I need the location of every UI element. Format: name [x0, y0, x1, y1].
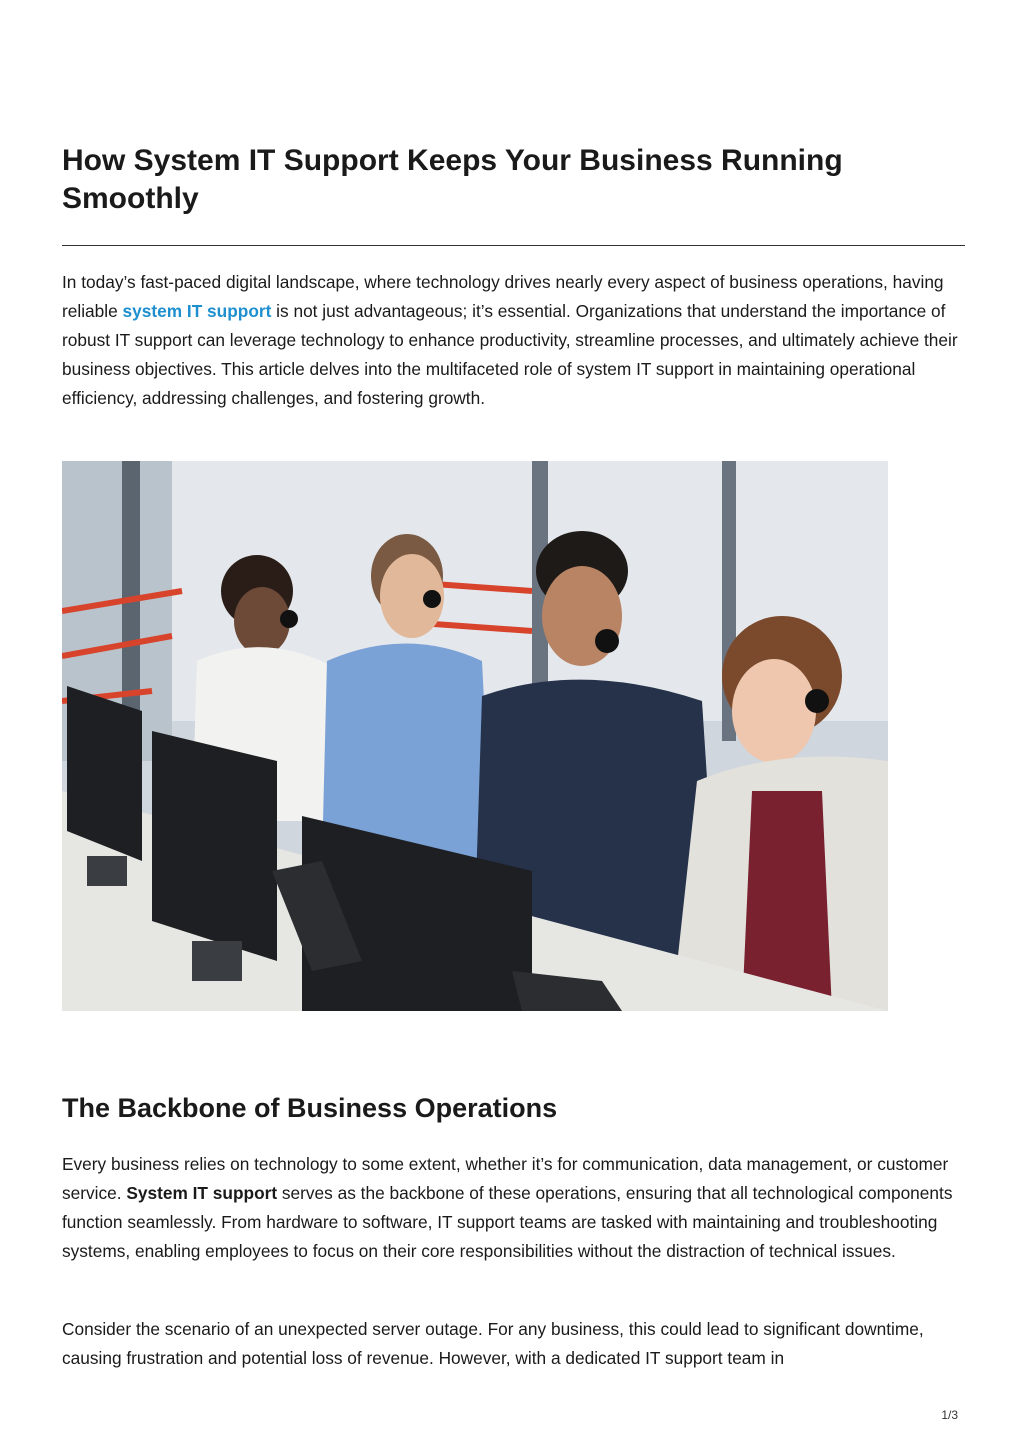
page-number: 1/3 — [941, 1408, 958, 1422]
system-it-support-link[interactable]: system IT support — [122, 301, 272, 321]
intro-text-start: In today’s fast-paced digital landscape, where technology drives nearly every aspect of business operations, having reliable — [62, 272, 944, 321]
article-title: How System IT Support Keeps Your Business Running Smoothly — [62, 144, 843, 215]
body-paragraph-1 — [62, 1150, 965, 1266]
title-divider — [62, 245, 965, 246]
call-center-photo — [62, 461, 888, 1011]
intro-text-end: is not just advantageous; it’s essential. Organizations that understand the importance of robust IT support can leverage technology to enhance productivity, streamline processes, and ultimately achieve their business objectives. This article delves into the multifaceted role of system IT support in maintaining operational efficiency, addressing challenges, and fostering growth. — [62, 301, 958, 408]
body-paragraph-2: Consider the scenario of an unexpected server outage. For any business, this could lead to significant downtime, causing frustration and potential loss of revenue. However, with a dedicated IT support team in — [62, 1319, 924, 1368]
para2-text-end: serves as the backbone of these operations, ensuring that all technological components function seamlessly. From hardware to software, IT support teams are tasked with maintaining and troubleshooting systems, enabling employees to focus on their core responsibilities without the distraction of technical issues. — [62, 1183, 953, 1261]
section-heading: The Backbone of Business Operations — [62, 1093, 558, 1123]
para2-text-start: Every business relies on technology to some extent, whether it’s for communication, data management, or customer service. — [62, 1154, 949, 1203]
system-it-support-bold: System IT support — [126, 1183, 278, 1203]
intro-paragraph — [62, 268, 965, 413]
